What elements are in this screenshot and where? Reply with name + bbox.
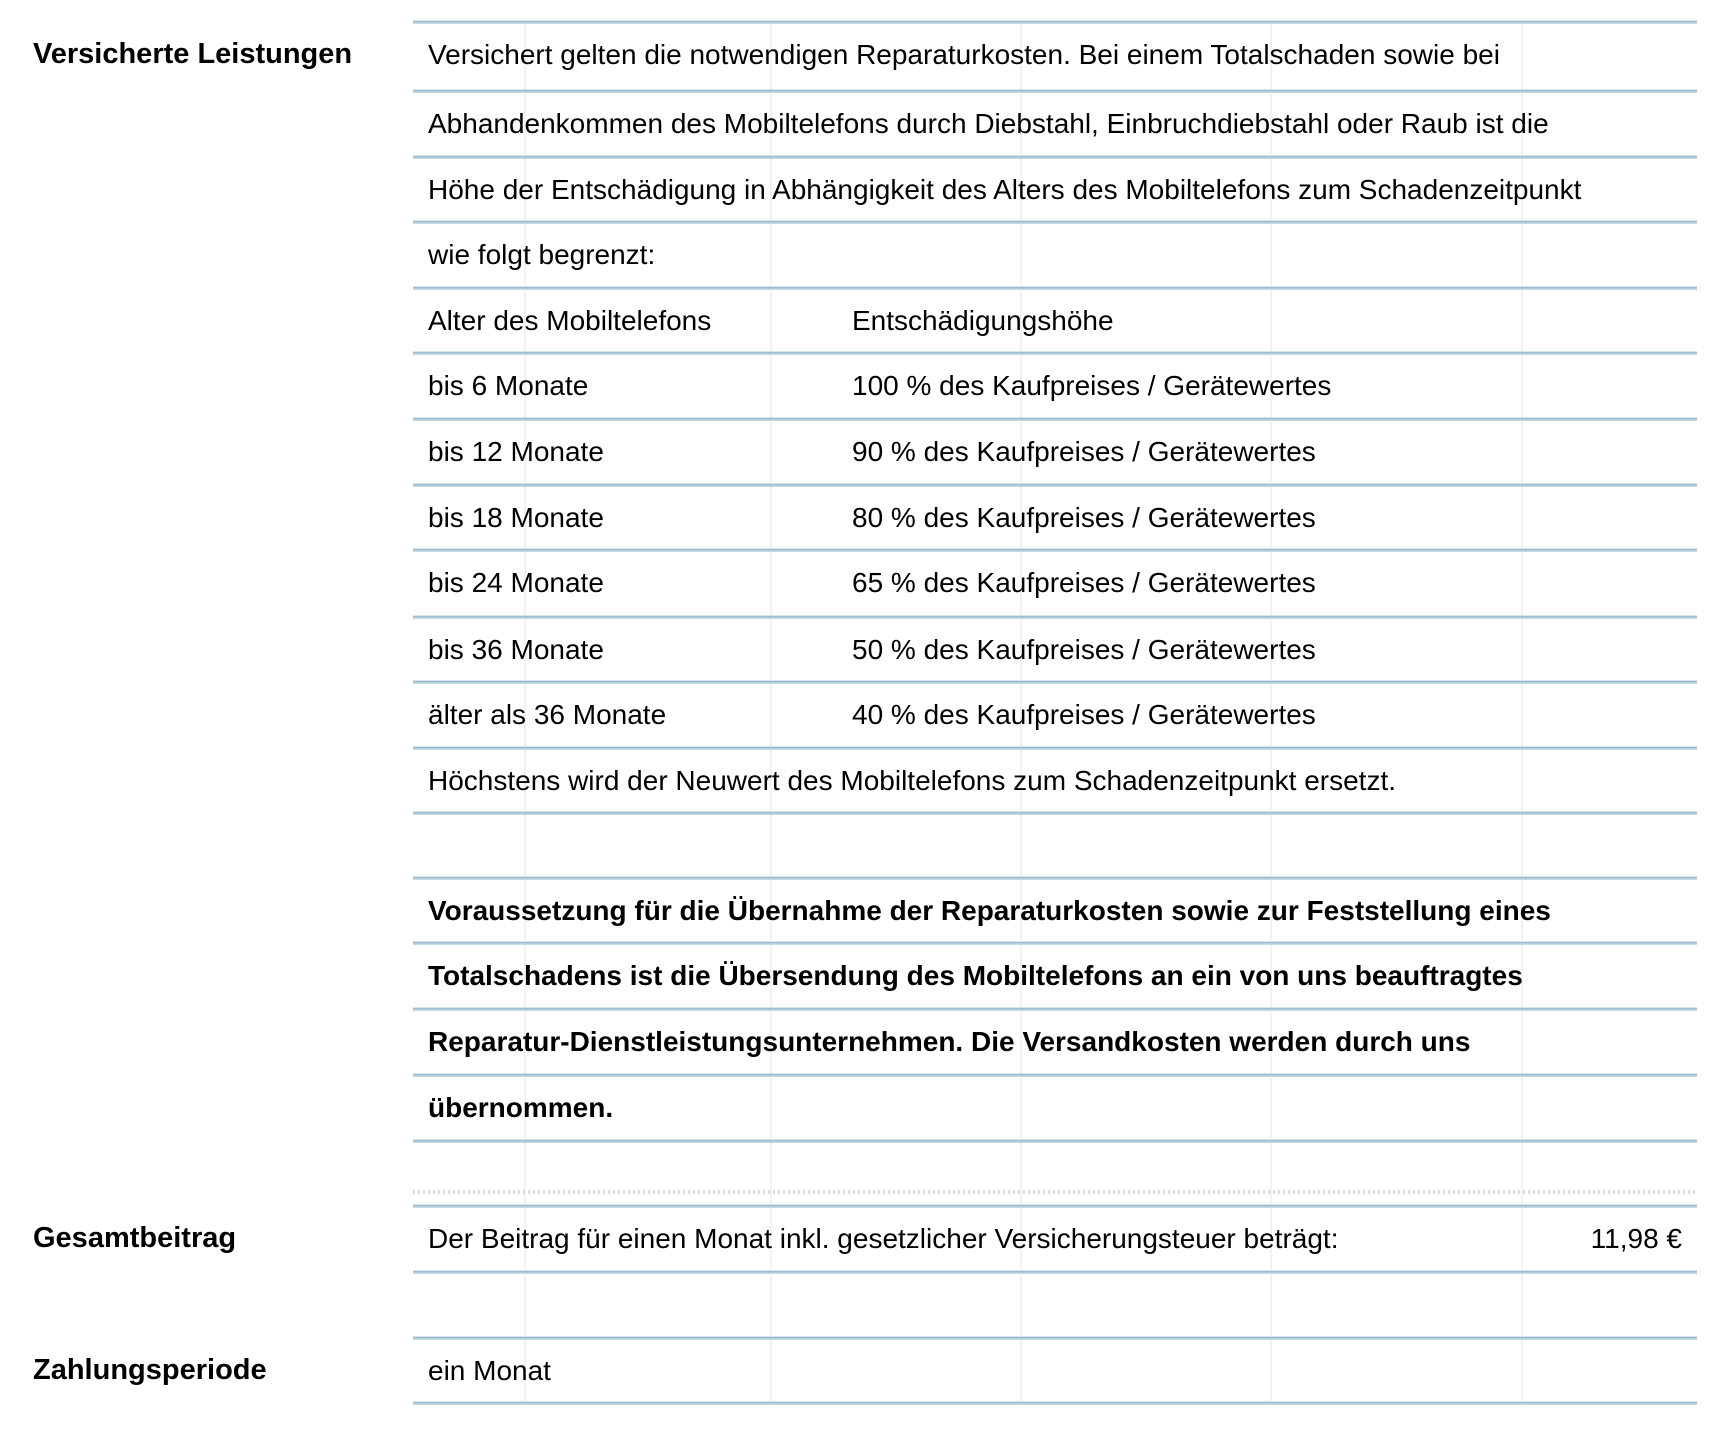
intro-line bbox=[413, 222, 1697, 287]
note-text: Höchstens wird der Neuwert des Mobiltelefons zum Schadenzeitpunkt ersetzt. bbox=[428, 764, 1397, 796]
intro-line bbox=[413, 22, 1697, 87]
zahlungsperiode-value: ein Monat bbox=[428, 1354, 551, 1386]
table-header-row bbox=[413, 288, 1697, 353]
intro-line bbox=[413, 91, 1697, 156]
gesamtbeitrag-row bbox=[413, 1206, 1697, 1271]
table-cell-age: bis 12 Monate bbox=[428, 435, 604, 467]
intro-line-text: Abhandenkommen des Mobiltelefons durch Diebstahl, Einbruchdiebstahl oder Raub ist die bbox=[428, 107, 1549, 139]
zahlungsperiode-row bbox=[413, 1338, 1697, 1403]
requirement-text: Voraussetzung für die Übernahme der Reparaturkosten sowie zur Feststellung eines bbox=[428, 894, 1551, 926]
table-row bbox=[413, 419, 1697, 484]
table-cell-age: bis 36 Monate bbox=[428, 633, 604, 665]
table-cell-compensation: 100 % des Kaufpreises / Gerätewertes bbox=[852, 369, 1332, 401]
table-row bbox=[413, 617, 1697, 682]
requirement-text: Reparatur-Dienstleistungsunternehmen. Die Versandkosten werden durch uns bbox=[428, 1025, 1471, 1057]
intro-line bbox=[413, 157, 1697, 222]
gesamtbeitrag-text: Der Beitrag für einen Monat inkl. gesetzlicher Versicherungsteuer beträgt: bbox=[428, 1222, 1339, 1254]
table-cell-compensation: 40 % des Kaufpreises / Gerätewertes bbox=[852, 698, 1316, 730]
gesamtbeitrag-amount: 11,98 € bbox=[1590, 1222, 1682, 1254]
requirement-text: Totalschadens ist die Übersendung des Mobiltelefons an ein von uns beauftragtes bbox=[428, 959, 1523, 991]
intro-line-text: wie folgt begrenzt: bbox=[428, 238, 656, 270]
intro-line-text: Höhe der Entschädigung in Abhängigkeit des Alters des Mobiltelefons zum Schadenzeitpunkt bbox=[428, 173, 1582, 205]
table-cell-age: bis 6 Monate bbox=[428, 369, 589, 401]
requirement-line bbox=[413, 943, 1697, 1008]
table-header-col1: Alter des Mobiltelefons bbox=[428, 304, 712, 336]
table-cell-age: älter als 36 Monate bbox=[428, 698, 667, 730]
table-row bbox=[413, 682, 1697, 747]
table-cell-age: bis 24 Monate bbox=[428, 566, 604, 598]
section-label-versicherte-leistungen: Versicherte Leistungen bbox=[33, 38, 353, 70]
table-cell-compensation: 90 % des Kaufpreises / Gerätewertes bbox=[852, 435, 1316, 467]
requirement-line bbox=[413, 1075, 1697, 1140]
table-cell-compensation: 65 % des Kaufpreises / Gerätewertes bbox=[852, 566, 1316, 598]
table-row bbox=[413, 550, 1697, 615]
table-cell-age: bis 18 Monate bbox=[428, 501, 604, 533]
requirement-line bbox=[413, 1009, 1697, 1074]
section-label-gesamtbeitrag: Gesamtbeitrag bbox=[33, 1222, 237, 1254]
intro-line-text: Versichert gelten die notwendigen Reparaturkosten. Bei einem Totalschaden sowie bei bbox=[428, 38, 1500, 70]
note-line bbox=[413, 748, 1697, 813]
page-break-marker bbox=[413, 1190, 1697, 1194]
table-cell-compensation: 80 % des Kaufpreises / Gerätewertes bbox=[852, 501, 1316, 533]
section-label-zahlungsperiode: Zahlungsperiode bbox=[33, 1354, 267, 1386]
table-header-col2: Entschädigungshöhe bbox=[852, 304, 1114, 336]
content-column bbox=[413, 0, 1697, 1454]
table-cell-compensation: 50 % des Kaufpreises / Gerätewertes bbox=[852, 633, 1316, 665]
requirement-line bbox=[413, 878, 1697, 943]
table-row bbox=[413, 353, 1697, 418]
requirement-text: übernommen. bbox=[428, 1091, 614, 1123]
table-row bbox=[413, 485, 1697, 550]
